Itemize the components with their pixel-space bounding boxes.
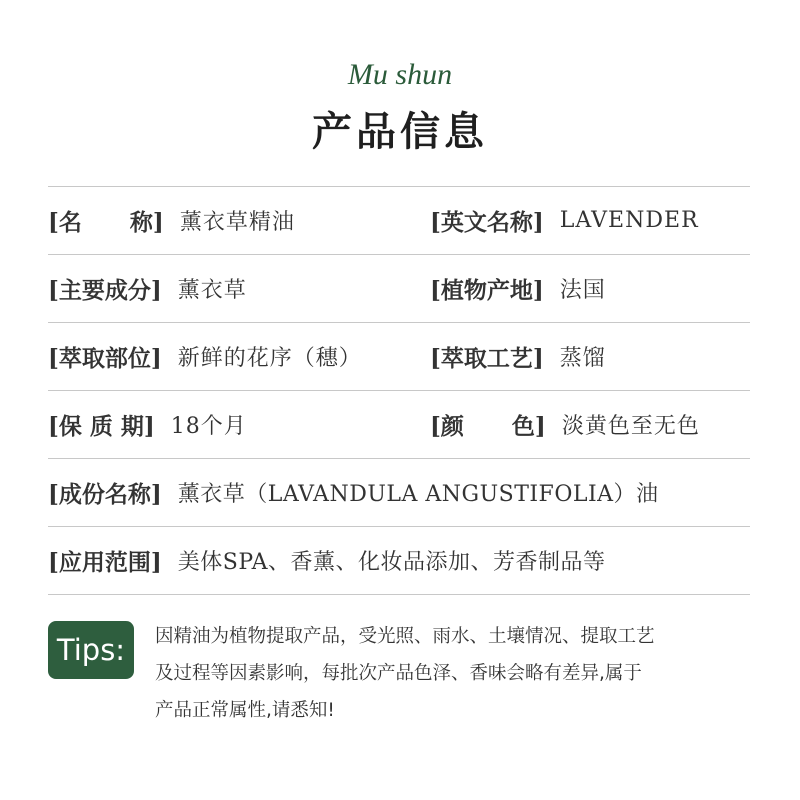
name-value: 薰衣草精油 <box>179 210 295 235</box>
origin-label: [植物产地] <box>430 277 544 304</box>
tips-line: 产品正常属性,请悉知! <box>155 700 335 721</box>
extraction-method-label: [萃取工艺] <box>430 345 544 372</box>
origin-value: 法国 <box>559 278 606 303</box>
extraction-method-value: 蒸馏 <box>559 346 606 371</box>
application-label: [应用范围] <box>48 549 162 576</box>
component-name-label: [成份名称] <box>48 481 162 508</box>
application-value: 美体SPA、香薰、化妆品添加、芳香制品等 <box>177 550 606 575</box>
tips-line: 及过程等因素影响，每批次产品色泽、香味会略有差异,属于 <box>155 663 642 684</box>
shelf-life-value: 18个月 <box>170 414 247 439</box>
extraction-part-label: [萃取部位] <box>48 345 162 372</box>
tips-line: 因精油为植物提取产品，受光照、雨水、土壤情况、提取工艺 <box>155 626 655 647</box>
info-row-shelf-life <box>48 390 750 458</box>
color-label: [颜 色] <box>430 413 546 440</box>
product-info-table <box>48 186 750 595</box>
info-row-extraction <box>48 322 750 390</box>
name-label: [名 称] <box>48 209 164 236</box>
brand-name: Mu shun <box>347 58 453 91</box>
extraction-part-value: 新鲜的花序（穗） <box>177 346 362 371</box>
shelf-life-label: [保 质 期] <box>48 413 155 440</box>
color-value: 淡黄色至无色 <box>561 414 700 439</box>
english-name-label: [英文名称] <box>430 209 544 236</box>
info-row-application <box>48 526 750 595</box>
tips-text <box>155 618 755 729</box>
tips-badge: Tips: <box>48 621 134 679</box>
main-ingredient-value: 薰衣草 <box>177 278 247 303</box>
info-row-component-name <box>48 458 750 526</box>
main-ingredient-label: [主要成分] <box>48 277 162 304</box>
info-row-ingredient <box>48 254 750 322</box>
component-name-value: 薰衣草（LAVANDULA ANGUSTIFOLIA）油 <box>177 482 659 507</box>
info-row-name <box>48 186 750 254</box>
english-name-value: LAVENDER <box>559 208 699 233</box>
page-title: 产品信息 <box>312 108 488 155</box>
